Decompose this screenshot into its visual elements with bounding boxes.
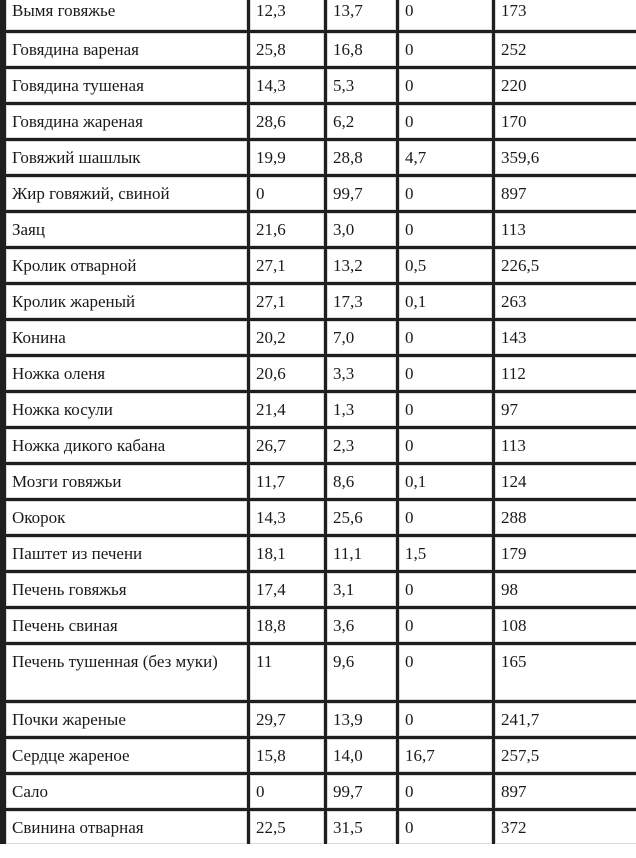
table-row [2, 246, 636, 282]
carbs-cell: 0,1 [396, 462, 492, 498]
protein-cell: 0 [247, 174, 324, 210]
fat-cell: 16,8 [324, 30, 396, 66]
fat-cell: 28,8 [324, 138, 396, 174]
table-row [2, 390, 636, 426]
product-name-cell: Жир говяжий, свиной [2, 174, 247, 210]
carbs-cell: 0 [396, 318, 492, 354]
carbs-cell: 0 [396, 426, 492, 462]
carbs-cell: 1,5 [396, 534, 492, 570]
calories-cell: 288 [492, 498, 636, 534]
protein-cell: 14,3 [247, 66, 324, 102]
carbs-cell: 0 [396, 642, 492, 700]
protein-cell: 15,8 [247, 736, 324, 772]
carbs-cell: 0,5 [396, 246, 492, 282]
protein-cell: 12,3 [247, 0, 324, 30]
fat-cell: 6,2 [324, 102, 396, 138]
carbs-cell: 0 [396, 390, 492, 426]
protein-cell: 25,8 [247, 30, 324, 66]
product-name-cell: Мозги говяжьи [2, 462, 247, 498]
calories-cell: 226,5 [492, 246, 636, 282]
fat-cell: 3,3 [324, 354, 396, 390]
product-name-cell: Окорок [2, 498, 247, 534]
fat-cell: 17,3 [324, 282, 396, 318]
fat-cell: 25,6 [324, 498, 396, 534]
calories-cell: 257,5 [492, 736, 636, 772]
protein-cell: 18,8 [247, 606, 324, 642]
calories-cell: 372 [492, 808, 636, 844]
protein-cell: 27,1 [247, 246, 324, 282]
calories-cell: 112 [492, 354, 636, 390]
fat-cell: 99,7 [324, 772, 396, 808]
protein-cell: 20,2 [247, 318, 324, 354]
carbs-cell: 0,1 [396, 282, 492, 318]
calories-cell: 241,7 [492, 700, 636, 736]
product-name-cell: Кролик жареный [2, 282, 247, 318]
table-row [2, 318, 636, 354]
product-name-cell: Сердце жареное [2, 736, 247, 772]
carbs-cell: 16,7 [396, 736, 492, 772]
calories-cell: 220 [492, 66, 636, 102]
product-name-cell: Кролик отварной [2, 246, 247, 282]
calories-cell: 143 [492, 318, 636, 354]
fat-cell: 13,7 [324, 0, 396, 30]
product-name-cell: Свинина отварная [2, 808, 247, 844]
table-row [2, 66, 636, 102]
product-name-cell: Говяжий шашлык [2, 138, 247, 174]
calories-cell: 113 [492, 426, 636, 462]
protein-cell: 27,1 [247, 282, 324, 318]
carbs-cell: 0 [396, 700, 492, 736]
product-name-cell: Говядина тушеная [2, 66, 247, 102]
calories-cell: 170 [492, 102, 636, 138]
table-row [2, 462, 636, 498]
carbs-cell: 0 [396, 30, 492, 66]
fat-cell: 1,3 [324, 390, 396, 426]
product-name-cell: Ножка оленя [2, 354, 247, 390]
table-row [2, 534, 636, 570]
calories-cell: 263 [492, 282, 636, 318]
table-row [2, 354, 636, 390]
table-row [2, 174, 636, 210]
product-name-cell: Ножка косули [2, 390, 247, 426]
carbs-cell: 0 [396, 606, 492, 642]
fat-cell: 9,6 [324, 642, 396, 700]
table-row [2, 808, 636, 844]
carbs-cell: 0 [396, 570, 492, 606]
protein-cell: 14,3 [247, 498, 324, 534]
protein-cell: 29,7 [247, 700, 324, 736]
table-row [2, 138, 636, 174]
calories-cell: 108 [492, 606, 636, 642]
table-row [2, 30, 636, 66]
product-name-cell: Печень свиная [2, 606, 247, 642]
protein-cell: 0 [247, 772, 324, 808]
calories-cell: 98 [492, 570, 636, 606]
table-row [2, 736, 636, 772]
calories-cell: 113 [492, 210, 636, 246]
table-row [2, 426, 636, 462]
table-row [2, 606, 636, 642]
table-body [2, 0, 636, 844]
product-name-cell: Заяц [2, 210, 247, 246]
product-name-cell: Почки жареные [2, 700, 247, 736]
table-row [2, 0, 636, 30]
product-name-cell: Ножка дикого кабана [2, 426, 247, 462]
carbs-cell: 0 [396, 66, 492, 102]
product-name-cell: Говядина жареная [2, 102, 247, 138]
table-row [2, 570, 636, 606]
calories-cell: 897 [492, 772, 636, 808]
carbs-cell: 0 [396, 0, 492, 30]
carbs-cell: 4,7 [396, 138, 492, 174]
fat-cell: 14,0 [324, 736, 396, 772]
table-row [2, 282, 636, 318]
calories-cell: 897 [492, 174, 636, 210]
protein-cell: 21,6 [247, 210, 324, 246]
carbs-cell: 0 [396, 498, 492, 534]
table-row [2, 210, 636, 246]
product-name-cell: Говядина вареная [2, 30, 247, 66]
fat-cell: 8,6 [324, 462, 396, 498]
table-row [2, 700, 636, 736]
fat-cell: 3,1 [324, 570, 396, 606]
carbs-cell: 0 [396, 102, 492, 138]
table-row [2, 642, 636, 700]
fat-cell: 7,0 [324, 318, 396, 354]
protein-cell: 11 [247, 642, 324, 700]
protein-cell: 28,6 [247, 102, 324, 138]
product-name-cell: Сало [2, 772, 247, 808]
protein-cell: 26,7 [247, 426, 324, 462]
table-row [2, 498, 636, 534]
carbs-cell: 0 [396, 174, 492, 210]
protein-cell: 19,9 [247, 138, 324, 174]
fat-cell: 3,0 [324, 210, 396, 246]
carbs-cell: 0 [396, 772, 492, 808]
calories-cell: 165 [492, 642, 636, 700]
product-name-cell: Печень тушенная (без муки) [2, 642, 247, 700]
product-name-cell: Вымя говяжье [2, 0, 247, 30]
protein-cell: 18,1 [247, 534, 324, 570]
fat-cell: 3,6 [324, 606, 396, 642]
table-row [2, 102, 636, 138]
protein-cell: 17,4 [247, 570, 324, 606]
fat-cell: 11,1 [324, 534, 396, 570]
protein-cell: 21,4 [247, 390, 324, 426]
fat-cell: 2,3 [324, 426, 396, 462]
table-row [2, 772, 636, 808]
fat-cell: 99,7 [324, 174, 396, 210]
calories-cell: 97 [492, 390, 636, 426]
product-name-cell: Конина [2, 318, 247, 354]
product-name-cell: Печень говяжья [2, 570, 247, 606]
protein-cell: 20,6 [247, 354, 324, 390]
calories-cell: 252 [492, 30, 636, 66]
calories-cell: 124 [492, 462, 636, 498]
calories-cell: 173 [492, 0, 636, 30]
fat-cell: 13,2 [324, 246, 396, 282]
protein-cell: 22,5 [247, 808, 324, 844]
calories-cell: 359,6 [492, 138, 636, 174]
fat-cell: 13,9 [324, 700, 396, 736]
carbs-cell: 0 [396, 210, 492, 246]
fat-cell: 31,5 [324, 808, 396, 844]
fat-cell: 5,3 [324, 66, 396, 102]
carbs-cell: 0 [396, 354, 492, 390]
calories-cell: 179 [492, 534, 636, 570]
carbs-cell: 0 [396, 808, 492, 844]
protein-cell: 11,7 [247, 462, 324, 498]
product-name-cell: Паштет из печени [2, 534, 247, 570]
